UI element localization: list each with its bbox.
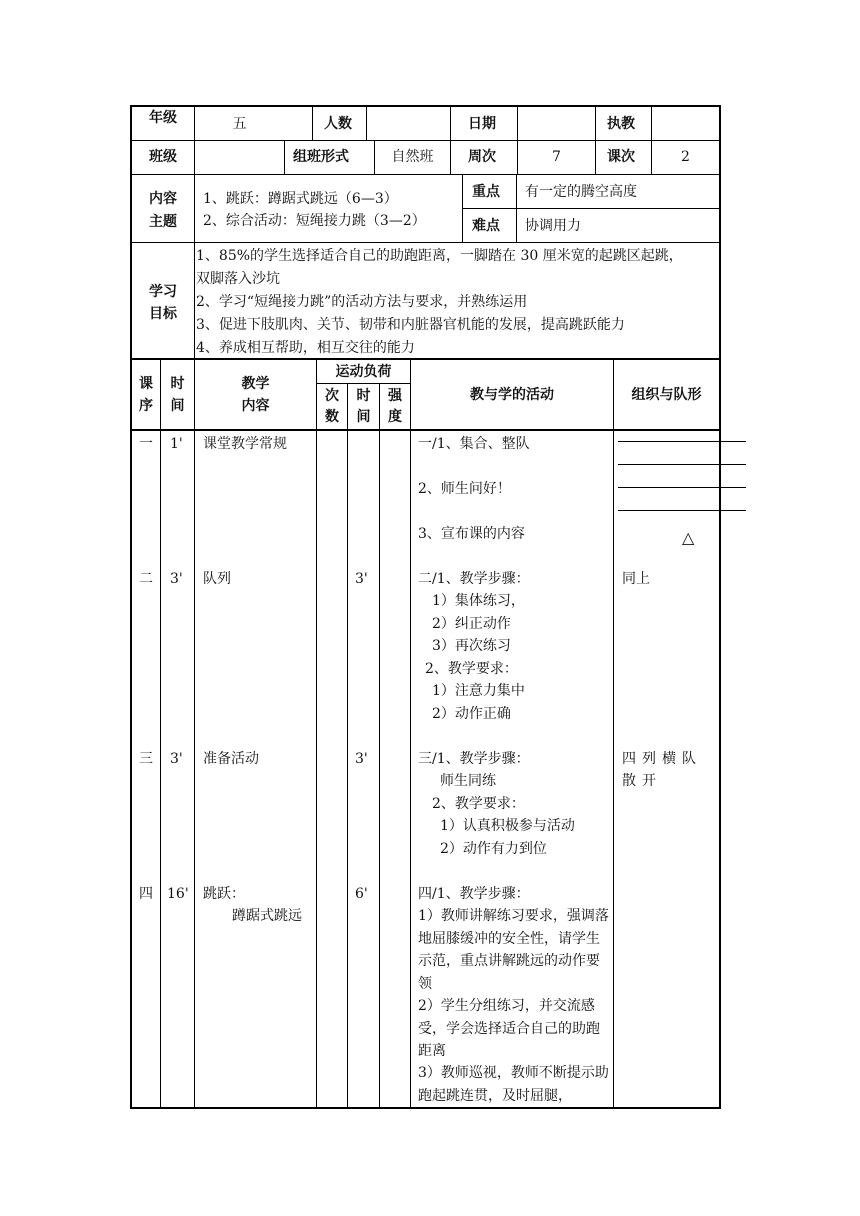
lesson-value: 2 [681,149,690,165]
row-3-activity-4: 1）认真积极参与活动 [440,818,575,834]
col-load-count-2: 数 [325,409,339,425]
row-2-activity-2: 1）集体练习， [432,593,525,609]
col-load-intensity-2: 度 [388,409,402,425]
goal-line-5: 4、养成相互帮助，相互交往的能力 [196,340,415,356]
key-point-value: 有一定的腾空高度 [525,184,637,200]
grade-value: 五 [232,116,247,132]
row-3-seq: 三 [139,751,153,767]
row-3-load-time: 3' [355,751,368,767]
row-4-activity-2: 1）教师讲解练习要求，强调落地屈膝缓冲的安全性，请学生示范，重点讲解跳远的动作要领 [418,908,609,992]
difficulty-label: 难点 [472,218,500,234]
row-4-seq: 四 [139,886,153,902]
row-4-activity-1: 四/1、教学步骤： [418,886,530,902]
goal-label-2: 目标 [149,306,177,322]
week-label: 周次 [468,149,496,165]
week-value: 7 [552,149,561,165]
row-2-organization: 同上 [622,571,650,587]
goal-label: 学习 [149,284,177,300]
col-content-header: 教学 [241,376,270,392]
row-2-time: 3' [170,571,183,587]
row-1-activity-1: 一/1、集合、整队 [418,436,530,452]
col-time-header-2: 间 [170,398,185,414]
col-seq-header-2: 序 [139,398,153,414]
row-4-content-sub: 蹲踞式跳远 [232,908,302,924]
form-label: 组班形式 [293,149,349,165]
content-label: 内容 [149,191,177,207]
goal-line-1: 1、85%的学生选择适合自己的助跑距离，一脚踏在 30 厘米宽的起跳区起跳， [196,248,683,264]
date-label: 日期 [468,116,496,132]
col-load-header: 运动负荷 [335,364,392,380]
row-4-content: 跳跃： [203,886,245,902]
row-2-activity-1: 二/1、教学步骤： [418,571,530,587]
grade-label: 年级 [149,110,177,126]
col-load-intensity: 强 [388,388,402,404]
col-activity-header: 教与学的活动 [470,387,554,403]
row-3-activity-5: 2）动作有力到位 [440,841,547,857]
content-item-1: 1、跳跃：蹲踞式跳远（6—3） [203,191,398,207]
col-organization-header: 组织与队形 [631,387,702,403]
col-seq-header: 课 [139,376,153,392]
col-load-count: 次 [325,388,339,404]
row-2-activity-4: 3）再次练习 [432,638,511,654]
row-2-seq: 二 [139,571,153,587]
row-2-activity-7: 2）动作正确 [432,706,511,722]
row-2-activity-3: 2）纠正动作 [432,616,511,632]
row-3-organization: 四列横队散开 [622,751,702,789]
teacher-position-triangle-icon: △ [682,528,695,547]
goal-line-3: 2、学习“短绳接力跳”的活动方法与要求，并熟练运用 [196,294,528,310]
class-label: 班级 [149,149,177,165]
row-2-content: 队列 [203,571,231,587]
row-4-time: 16' [167,886,189,902]
col-load-time-2: 间 [356,409,371,425]
difficulty-value: 协调用力 [525,218,581,234]
row-1-content: 课堂教学常规 [203,436,287,452]
row-2-activity-6: 1）注意力集中 [432,683,525,699]
row-1-time: 1' [170,436,183,452]
row-3-activity-3: 2、教学要求： [432,796,525,812]
col-time-header: 时 [170,376,185,392]
row-1-activity-3: 3、宣布课的内容 [418,526,525,542]
lesson-label: 课次 [607,149,635,165]
row-3-activity-1: 三/1、教学步骤： [418,751,530,767]
row-4-load-time: 6' [355,886,368,902]
row-2-activity-5: 2、教学要求： [425,661,518,677]
row-4-activity-4: 3）教师巡视，教师不断提示助跑起跳连贯，及时屈腿， [418,1065,609,1104]
goal-line-2: 双脚落入沙坑 [196,271,280,287]
row-1-seq: 一 [139,436,153,452]
key-point-label: 重点 [472,184,500,200]
content-item-2: 2、综合活动：短绳接力跳（3—2） [203,213,426,229]
row-2-load-time: 3' [355,571,368,587]
row-1-activity-2: 2、师生问好！ [418,481,511,497]
form-value: 自然班 [391,149,434,165]
teacher-label: 执教 [607,116,635,132]
col-load-time: 时 [356,388,371,404]
content-label-2: 主题 [149,214,177,230]
row-3-time: 3' [170,751,183,767]
goal-line-4: 3、促进下肢肌肉、关节、韧带和内脏器官机能的发展，提高跳跃能力 [196,317,625,333]
count-label: 人数 [324,116,352,132]
row-3-activity-2: 师生同练 [440,773,496,789]
row-4-activity-3: 2）学生分组练习，并交流感受，学会选择适合自己的助跑距离 [418,998,600,1059]
row-3-content: 准备活动 [203,751,259,767]
col-content-header-2: 内容 [241,398,270,414]
